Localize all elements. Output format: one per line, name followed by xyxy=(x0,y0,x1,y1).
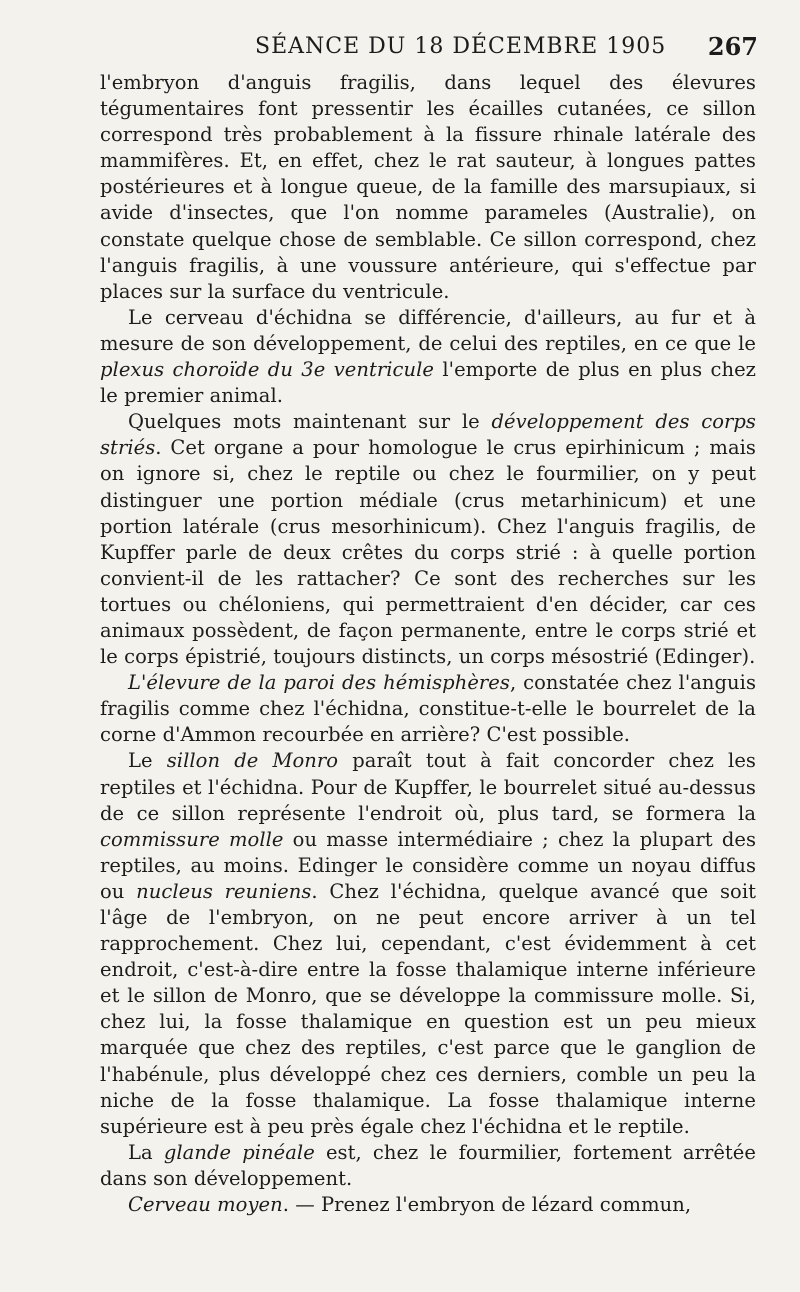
italic-text: commissure molle xyxy=(100,827,284,851)
paragraph xyxy=(100,670,756,748)
italic-text: Cerveau moyen xyxy=(128,1193,283,1217)
text-run: paraît tout à fait concorder chez les reptiles et l'échidna. Pour de Kupffer, le bourrelet situé au-dessus de ce sillon représente l'endroit où, plus tard, se formera la xyxy=(100,749,756,825)
text-run: ou masse intermédiaire ; chez la plupart des reptiles, au moins. Edinger le considère comme un noyau diffus ou xyxy=(100,827,757,903)
paragraph xyxy=(100,409,756,670)
paragraph xyxy=(100,1192,756,1218)
paragraph xyxy=(100,305,756,409)
italic-text: sillon de Monro xyxy=(166,749,339,773)
text-run: l'embryon d'anguis fragilis, dans lequel des élevures tégumentaires font pressentir les écailles cutanées, ce sillon correspond très probablement à la fissure rhinale latérale des mammifères. Et, en effet, chez le rat sauteur, à longues pattes postérieures et à longue queue, de la famille des marsupiaux, si avide d'insectes, que l'on nomme parameles (Australie), on constate quelque chose de semblable. Ce sillon correspond, chez l'anguis fragilis, à une voussure antérieure, qui s'effectue par places sur la surface du ventricule. xyxy=(100,71,756,303)
text-run: , constatée chez l'anguis fragilis comme chez l'échidna, constitue-t-elle le bourrelet de la corne d'Ammon recourbée en arrière? C'est possible. xyxy=(100,671,756,747)
text-run: Le cerveau d'échidna se différencie, d'ailleurs, au fur et à mesure de son développement, de celui des reptiles, en ce que le xyxy=(100,305,756,355)
text-run: l'emporte de plus en plus chez le premier animal. xyxy=(100,358,756,408)
text-run: La xyxy=(128,1140,164,1164)
text-run: . Cet organe a pour homologue le crus epirhinicum ; mais on ignore si, chez le reptile ou chez le fourmilier, on y peut distinguer une portion médiale (crus metarhinicum) et une portion latérale (crus mesorhinicum). Chez l'anguis fragilis, de Kupffer parle de deux crêtes du corps strié : à quelle portion convient-il de les rattacher? Ce sont des recherches sur les tortues ou chéloniens, qui permettraient d'en décider, car ces animaux possèdent, de façon permanente, entre le corps strié et le corps épistrié, toujours distincts, un corps mésostrié (Edinger). xyxy=(100,436,756,669)
text-run: est, chez le fourmilier, fortement arrêtée dans son développement. xyxy=(100,1140,756,1190)
page-header xyxy=(100,32,758,72)
paragraph xyxy=(100,748,756,1139)
paragraph xyxy=(100,70,756,305)
italic-text: plexus choroïde du 3e ventricule xyxy=(100,358,434,382)
page-number: 267 xyxy=(707,32,758,61)
italic-text: L'élevure de la paroi des hémisphères xyxy=(128,671,510,695)
text-run: Le xyxy=(128,749,167,773)
running-head: SÉANCE DU 18 DÉCEMBRE 1905 xyxy=(255,34,667,59)
text-run: . Chez l'échidna, quelque avancé que soit l'âge de l'embryon, on ne peut encore arriver à un tel rapprochement. Chez lui, cependant, c'est évidemment à cet endroit, c'est-à-dire entre la fosse thalamique interne inférieure et le sillon de Monro, que se développe la commissure molle. Si, chez lui, la fosse thalamique en question est un peu mieux marquée que chez des reptiles, c'est parce que le ganglion de l'habénule, plus développé chez ces derniers, comble un peu la niche de la fosse thalamique. La fosse thalamique interne supérieure est à peu près égale chez l'échidna et le reptile. xyxy=(100,879,757,1138)
body-text xyxy=(100,70,756,1218)
italic-text: glande pinéale xyxy=(163,1140,315,1164)
text-run: . — Prenez l'embryon de lézard commun, xyxy=(282,1193,692,1217)
italic-text: nucleus reuniens xyxy=(136,879,312,903)
text-run: Quelques mots maintenant sur le xyxy=(128,410,492,434)
paragraph xyxy=(100,1140,756,1192)
italic-text: développement des corps striés xyxy=(100,410,756,460)
